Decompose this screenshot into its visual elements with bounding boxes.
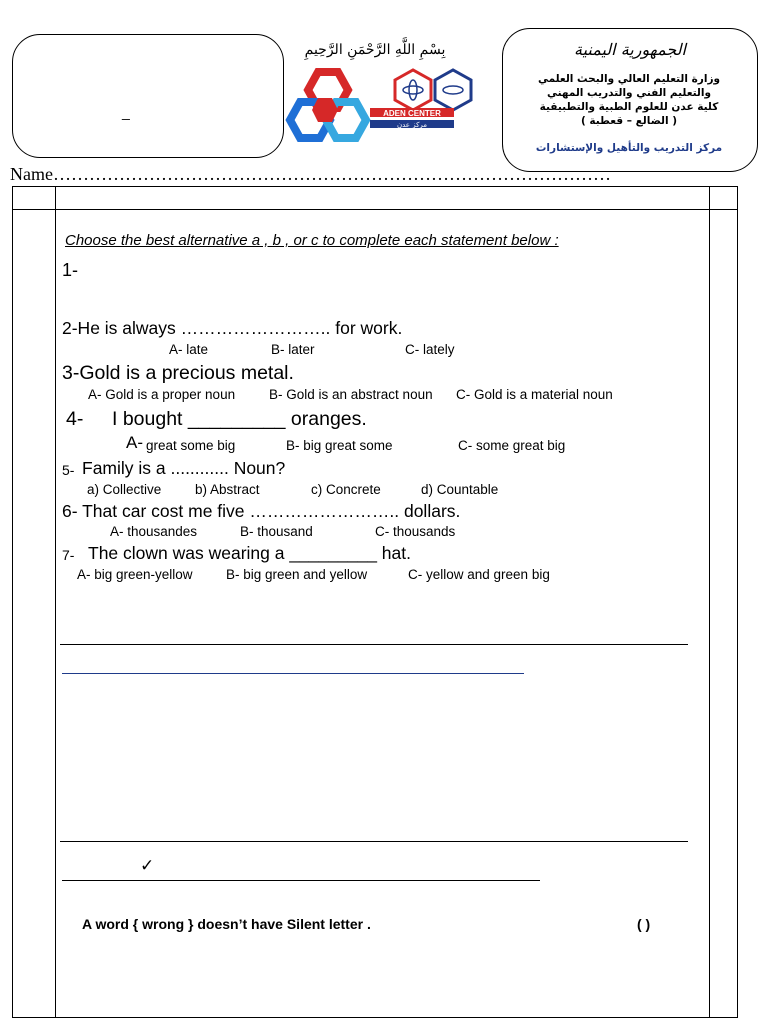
basmala: بِسْمِ اللَّهِ الرَّحْمَنِ الرَّحِيمِ xyxy=(304,42,446,58)
question-4-option-b: B- big great some xyxy=(286,438,393,453)
question-3-stem: 3-Gold is a precious metal. xyxy=(62,362,294,384)
logo-sub-text: مركز عدن xyxy=(396,121,428,129)
left-box-dash: _ xyxy=(122,104,130,120)
question-6-option-b: B- thousand xyxy=(240,524,313,539)
answer-line-3 xyxy=(60,841,688,842)
question-5-option-d: d) Countable xyxy=(421,482,499,497)
question-5-option-b: b) Abstract xyxy=(195,482,260,497)
answer-line-4 xyxy=(62,880,540,881)
arabic-college-line: كلية عدن للعلوم الطبية والتطبيقية xyxy=(539,101,719,113)
frame-header-row-line xyxy=(13,209,737,210)
question-5-option-c: c) Concrete xyxy=(311,482,381,497)
question-5-stem: Family is a ............ Noun? xyxy=(82,458,286,478)
question-4-option-c: C- some great big xyxy=(458,438,566,453)
question-7-option-a: A- big green-yellow xyxy=(77,567,193,582)
question-3-option-c: C- Gold is a material noun xyxy=(456,387,613,402)
arabic-ministry-line: وزارة التعليم العالي والبحث العلمي xyxy=(537,73,721,85)
question-3-option-a: A- Gold is a proper noun xyxy=(88,387,236,402)
frame-right-divider xyxy=(709,187,710,1017)
question-6-stem: 6- That car cost me five …………………….. dollars. xyxy=(62,501,461,521)
arabic-center-name: مركز التدريب والتأهيل والإستشارات xyxy=(535,142,723,154)
arabic-location-line: ( الضالع – قعطبة ) xyxy=(580,115,678,127)
question-2-option-b: B- later xyxy=(271,342,315,357)
question-5-option-a: a) Collective xyxy=(87,482,162,497)
arabic-republic-title: الجمهورية اليمنية xyxy=(573,40,686,59)
checkmark-icon: ✓ xyxy=(140,856,155,876)
name-field-line: Name………………………………………………………………………………… xyxy=(10,164,611,184)
answer-line-1 xyxy=(60,644,688,645)
question-4-option-a: great some big xyxy=(146,438,236,453)
silent-letter-statement: A word { wrong } doesn’t have Silent letter . xyxy=(82,916,371,932)
question-4-option-a-label: A- xyxy=(126,433,143,452)
logo-main-text: ADEN CENTER xyxy=(383,109,441,118)
answer-parentheses: ( ) xyxy=(637,916,651,932)
question-1-stem: 1- xyxy=(62,260,79,280)
question-3-option-b: B- Gold is an abstract noun xyxy=(269,387,433,402)
question-4-number: 4- xyxy=(66,408,84,430)
question-7-number: 7- xyxy=(62,547,75,563)
question-6-option-a: A- thousandes xyxy=(110,524,198,539)
answer-line-2 xyxy=(62,673,524,674)
question-6-option-c: C- thousands xyxy=(375,524,456,539)
question-7-stem: The clown was wearing a _________ hat. xyxy=(88,543,411,563)
question-7-option-c: C- yellow and green big xyxy=(408,567,550,582)
question-2-stem: 2-He is always …………………….. for work. xyxy=(62,318,403,338)
frame-left-divider xyxy=(55,187,56,1017)
aden-center-logo xyxy=(270,40,500,160)
logo-emblem xyxy=(395,70,471,110)
exam-frame xyxy=(12,186,738,1018)
instructions: Choose the best alternative a , b , or c to complete each statement below : xyxy=(65,232,559,249)
question-2-option-c: C- lately xyxy=(405,342,455,357)
left-header-box xyxy=(12,34,284,158)
question-2-option-a: A- late xyxy=(169,342,209,357)
question-4-stem: I bought _________ oranges. xyxy=(112,408,367,430)
arabic-technical-line: والتعليم الفني والتدريب المهني xyxy=(546,87,711,99)
question-7-option-b: B- big green and yellow xyxy=(226,567,368,582)
question-5-number: 5- xyxy=(62,462,75,478)
